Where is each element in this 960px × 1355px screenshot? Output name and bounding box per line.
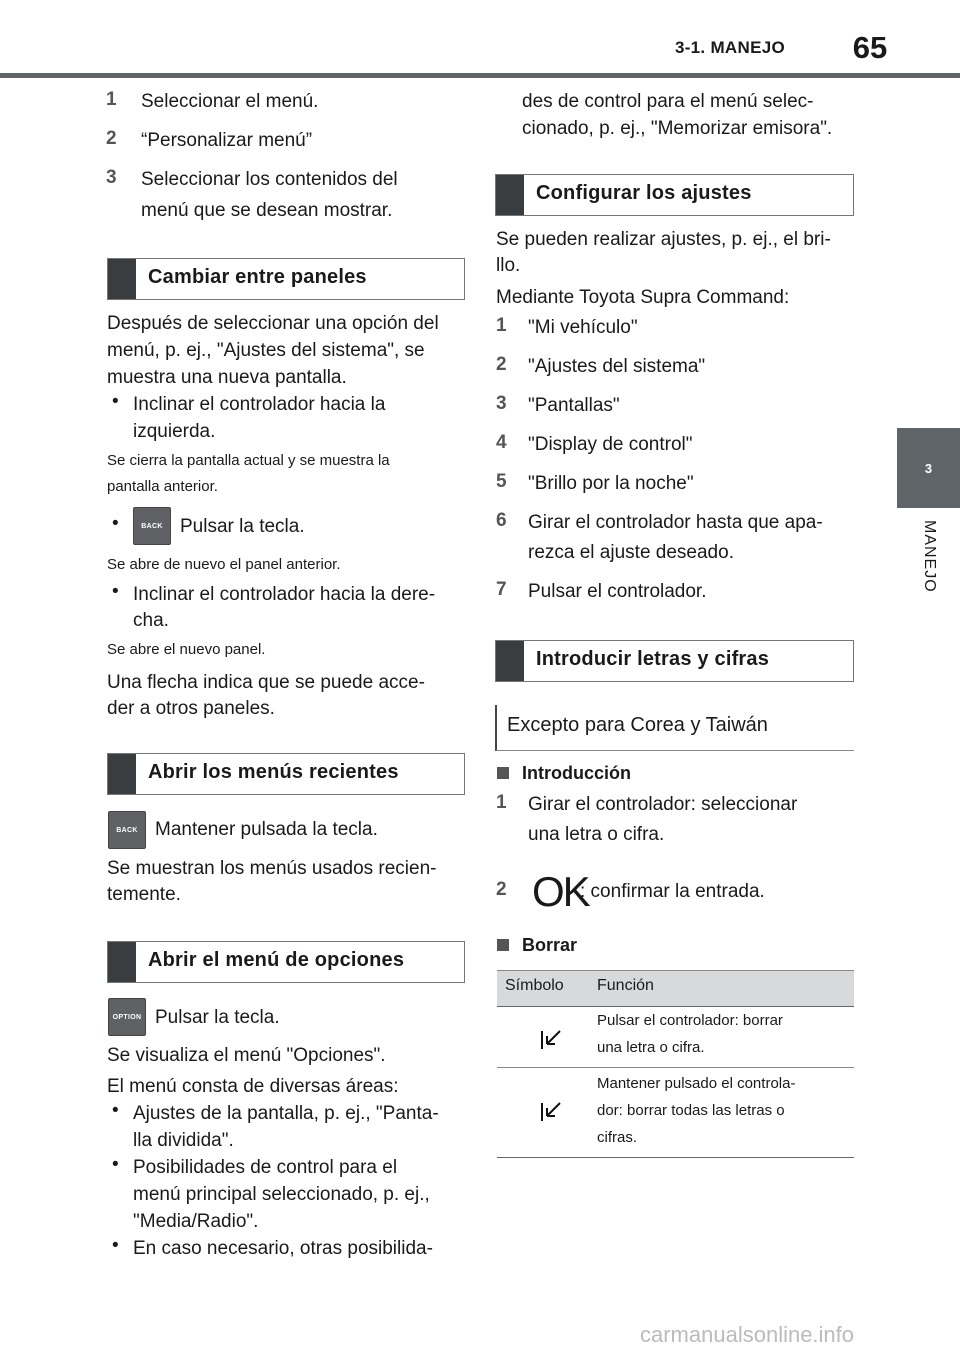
step-number: 4 bbox=[496, 432, 507, 453]
step-text: : confirmar la entrada. bbox=[580, 881, 765, 902]
section-header-panels bbox=[107, 258, 465, 300]
section-label: Abrir los menús recientes bbox=[148, 761, 399, 783]
chapter-label: MANEJO bbox=[921, 520, 938, 593]
note: Se cierra la pantalla actual y se muestra la bbox=[107, 452, 390, 469]
bullet: • bbox=[112, 1100, 119, 1121]
bullet-text: lla dividida". bbox=[133, 1130, 234, 1151]
step-number: 3 bbox=[106, 167, 117, 188]
paragraph: Una flecha indica que se puede acce- bbox=[107, 672, 425, 693]
paragraph: Pulsar la tecla. bbox=[155, 1007, 280, 1028]
step-number: 5 bbox=[496, 471, 507, 492]
paragraph: menú, p. ej., "Ajustes del sistema", se bbox=[107, 340, 425, 361]
table-cell: dor: borrar todas las letras o bbox=[597, 1102, 785, 1119]
step-number: 1 bbox=[496, 792, 507, 813]
header-rule bbox=[0, 73, 960, 78]
chapter-number: 3 bbox=[924, 461, 933, 476]
section-marker bbox=[496, 175, 524, 215]
step-number: 2 bbox=[106, 128, 117, 149]
step-text: Pulsar el controlador. bbox=[528, 581, 707, 602]
step-text: Seleccionar los contenidos del bbox=[141, 169, 398, 190]
section-label: Cambiar entre paneles bbox=[148, 266, 367, 288]
table-divider bbox=[497, 1067, 854, 1068]
square-bullet-icon bbox=[497, 939, 509, 951]
table-cell: una letra o cifra. bbox=[597, 1039, 705, 1056]
section-marker bbox=[496, 641, 524, 681]
step-number: 2 bbox=[496, 879, 507, 900]
section-marker bbox=[108, 754, 136, 794]
section-label: Abrir el menú de opciones bbox=[148, 949, 405, 971]
region-subheader-label: Excepto para Corea y Taiwán bbox=[507, 714, 768, 736]
step-text: "Mi vehículo" bbox=[528, 317, 638, 338]
paragraph: des de control para el menú selec- bbox=[522, 91, 814, 112]
region-subheader bbox=[495, 705, 854, 751]
step-number: 7 bbox=[496, 579, 507, 600]
paragraph: Se visualiza el menú "Opciones". bbox=[107, 1045, 386, 1066]
step-text-cont: rezca el ajuste deseado. bbox=[528, 542, 734, 563]
note: Se abre de nuevo el panel anterior. bbox=[107, 556, 341, 573]
paragraph: temente. bbox=[107, 884, 181, 905]
col-symbol: Símbolo bbox=[505, 977, 564, 994]
bullet: • bbox=[112, 581, 119, 602]
step-text: Seleccionar el menú. bbox=[141, 91, 319, 112]
bullet-text: izquierda. bbox=[133, 421, 216, 442]
paragraph: Se muestran los menús usados recien- bbox=[107, 858, 437, 879]
step-text: Girar el controlador: seleccionar bbox=[528, 794, 798, 815]
bullet-text: Pulsar la tecla. bbox=[180, 516, 305, 537]
section-header-options bbox=[107, 941, 465, 983]
step-text-cont: menú que se desean mostrar. bbox=[141, 200, 393, 221]
bullet-text: Posibilidades de control para el bbox=[133, 1157, 398, 1178]
bullet-text: Inclinar el controlador hacia la dere- bbox=[133, 584, 436, 605]
back-key-icon: BACK bbox=[108, 811, 146, 849]
section-header-recent bbox=[107, 753, 465, 795]
option-key-icon: OPTION bbox=[108, 998, 146, 1036]
step-number: 1 bbox=[106, 89, 117, 110]
bullet: • bbox=[112, 1235, 119, 1256]
paragraph: Mediante Toyota Supra Command: bbox=[496, 287, 790, 308]
col-function: Función bbox=[597, 977, 654, 994]
page-number: 65 bbox=[852, 30, 888, 65]
section-marker bbox=[108, 259, 136, 299]
step-text: Girar el controlador hasta que apa- bbox=[528, 512, 823, 533]
table-header bbox=[497, 970, 854, 1006]
paragraph: Después de seleccionar una opción del bbox=[107, 313, 439, 334]
step-number: 6 bbox=[496, 510, 507, 531]
step-number: 2 bbox=[496, 354, 507, 375]
ok-symbol-icon: OK bbox=[532, 868, 589, 915]
step-text: “Personalizar menú” bbox=[141, 130, 313, 151]
bullet: • bbox=[112, 391, 119, 412]
paragraph: Mantener pulsada la tecla. bbox=[155, 819, 378, 840]
paragraph: Se pueden realizar ajustes, p. ej., el bri- bbox=[496, 229, 831, 250]
back-key-icon: BACK bbox=[133, 507, 171, 545]
section-header-settings bbox=[495, 174, 854, 216]
paragraph: muestra una nueva pantalla. bbox=[107, 367, 347, 388]
paragraph: El menú consta de diversas áreas: bbox=[107, 1076, 399, 1097]
section-label: Configurar los ajustes bbox=[536, 182, 752, 204]
bullet-text: "Media/Radio". bbox=[133, 1211, 259, 1232]
section-header-letters bbox=[495, 640, 854, 682]
bullet-text: menú principal seleccionado, p. ej., bbox=[133, 1184, 430, 1205]
section-label: Introducir letras y cifras bbox=[536, 648, 770, 670]
note: Se abre el nuevo panel. bbox=[107, 641, 266, 658]
table-cell: Mantener pulsado el controla- bbox=[597, 1075, 796, 1092]
watermark: carmanualsonline.info bbox=[640, 1322, 855, 1347]
bullet-text: En caso necesario, otras posibilida- bbox=[133, 1238, 433, 1259]
bullet: • bbox=[112, 1154, 119, 1175]
section-title: 3-1. MANEJO bbox=[674, 38, 785, 57]
section-marker bbox=[108, 942, 136, 982]
bullet-text: cha. bbox=[133, 610, 169, 631]
table-divider bbox=[497, 1157, 854, 1158]
delete-arrow-icon bbox=[539, 1100, 563, 1124]
step-number: 3 bbox=[496, 393, 507, 414]
subheading-delete: Borrar bbox=[522, 935, 578, 955]
bullet-text: Inclinar el controlador hacia la bbox=[133, 394, 386, 415]
paragraph: llo. bbox=[496, 255, 521, 276]
step-text: "Ajustes del sistema" bbox=[528, 356, 706, 377]
table-cell: cifras. bbox=[597, 1129, 638, 1146]
table-cell: Pulsar el controlador: borrar bbox=[597, 1012, 783, 1029]
step-text-cont: una letra o cifra. bbox=[528, 824, 665, 845]
delete-arrow-icon bbox=[539, 1028, 563, 1052]
paragraph: cionado, p. ej., "Memorizar emisora". bbox=[522, 118, 833, 139]
note: pantalla anterior. bbox=[107, 478, 218, 495]
bullet: • bbox=[112, 513, 119, 534]
step-text: "Brillo por la noche" bbox=[528, 473, 694, 494]
step-text: "Display de control" bbox=[528, 434, 693, 455]
square-bullet-icon bbox=[497, 767, 509, 779]
paragraph: der a otros paneles. bbox=[107, 698, 275, 719]
step-text: "Pantallas" bbox=[528, 395, 620, 416]
bullet-text: Ajustes de la pantalla, p. ej., "Panta- bbox=[133, 1103, 439, 1124]
subheading-intro: Introducción bbox=[522, 763, 631, 783]
step-number: 1 bbox=[496, 315, 507, 336]
